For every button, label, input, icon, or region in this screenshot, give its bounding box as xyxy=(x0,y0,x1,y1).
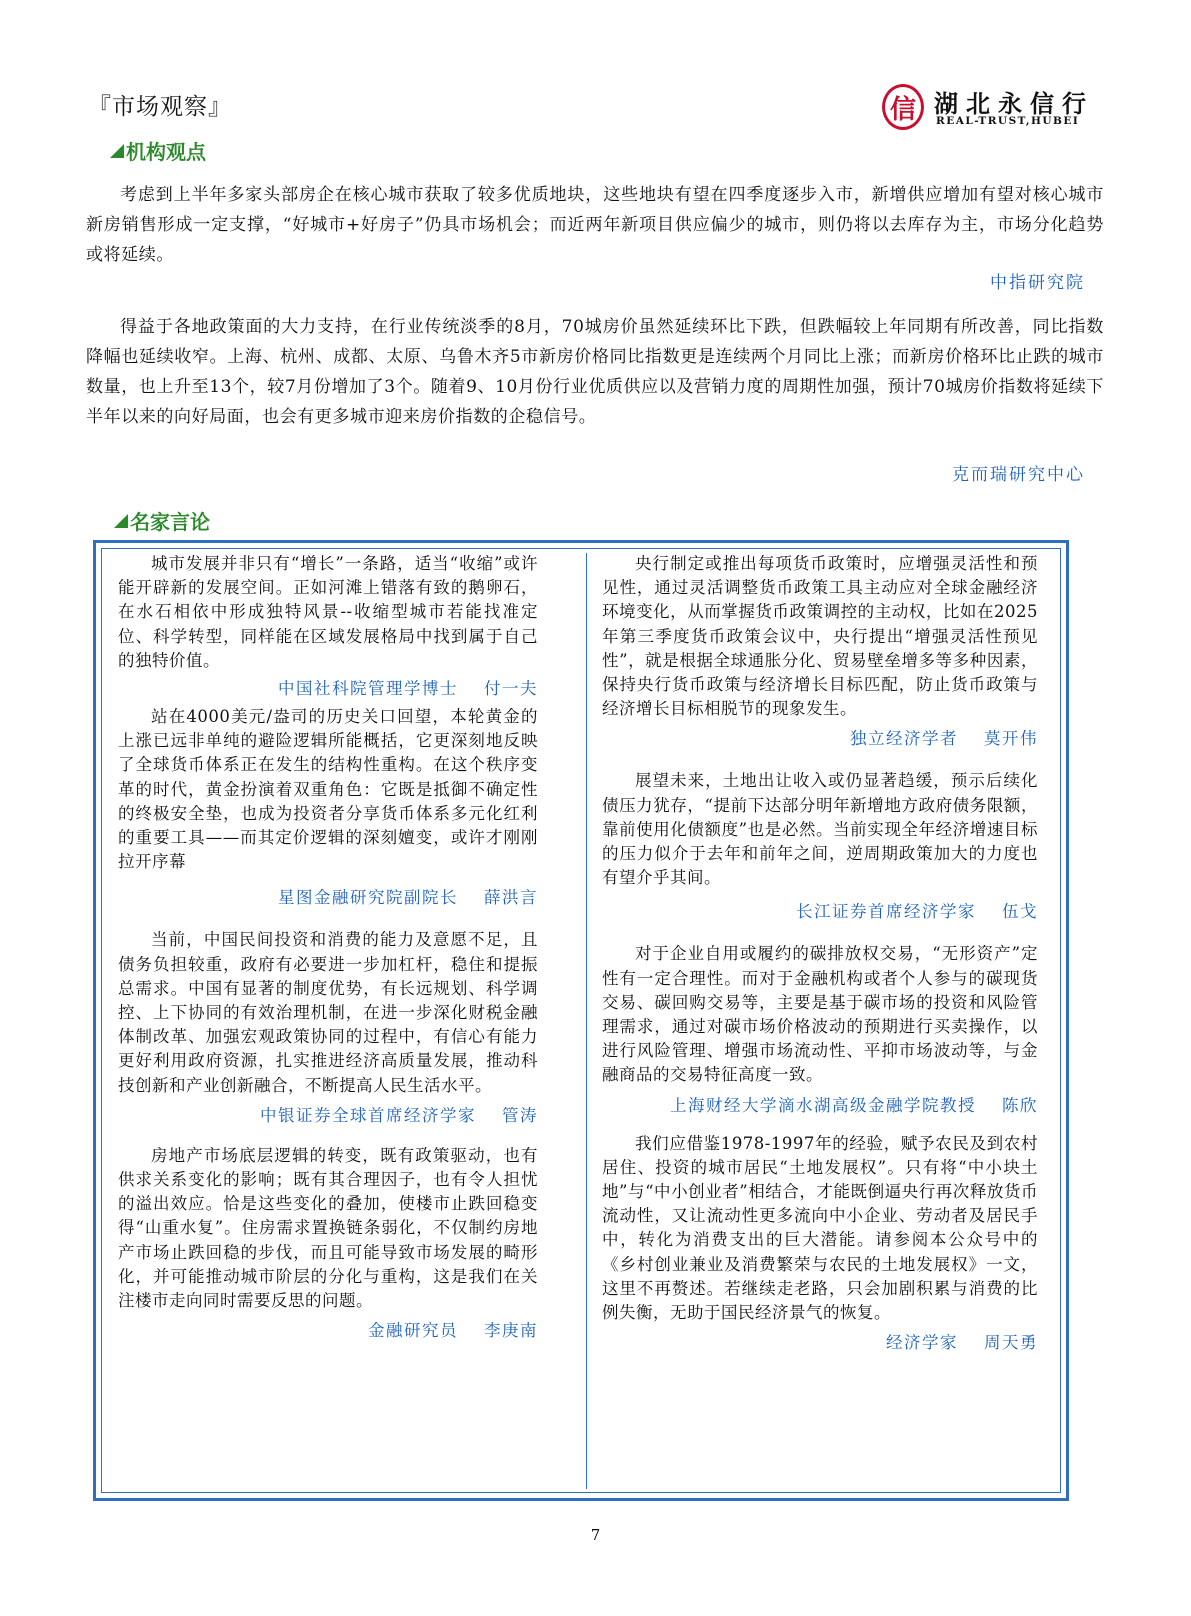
quotes-right-column xyxy=(602,552,1038,1355)
section-heading-text: 机构观点 xyxy=(126,140,206,164)
column-divider xyxy=(586,553,587,1489)
institution-paragraph: 得益于各地政策面的大力支持，在行业传统淡季的8月，70城房价虽然延续环比下跌，但跌幅较上年同期有所改善，同比指数降幅也延续收窄。上海、杭州、成都、太原、乌鲁木齐5市新房价格同比指数更是连续两个月同比上涨；而新房价格环比止跌的城市数量，也上升至13个，较7月份增加了3个。随着9、10月份行业优质供应以及营销力度的周期性加强，预计70城房价指数将延续下半年以来的向好局面，也会有更多城市迎来房价指数的企稳信号。 xyxy=(86,317,1104,427)
expert-name: 伍戈 xyxy=(1002,902,1038,922)
expert-quote: 央行制定或推出每项货币政策时，应增强灵活性和预见性，通过灵活调整货币政策工具主动应对全球金融经济环境变化，从而掌握货币政策调控的主动权，比如在2025年第三季度货币政策会议中，央行提出“增强灵活性预见性”，就是根据全球通胀分化、贸易壁垒增多等多种因素，保持央行货币政策与经济增长目标匹配，防止货币政策与经济增长目标相脱节的现象发生。 xyxy=(602,554,1038,719)
logo-chinese-name: 湖北永信行 xyxy=(934,90,1094,118)
expert-attribution xyxy=(118,677,538,701)
expert-quote: 站在4000美元/盎司的历史关口回望，本轮黄金的上涨已远非单纯的避险逻辑所能概括，它更深刻地反映了全球货币体系正在发生的结构性重构。在这个秩序变革的时代，黄金扮演着双重角色：它既是抵御不确定性的终极安全垫，也成为投资者分享货币体系多元化红利的重要工具——而其定价逻辑的深刻嬗变，或许才刚刚拉开序幕 xyxy=(118,707,538,872)
expert-quote: 房地产市场底层逻辑的转变，既有政策驱动，也有供求关系变化的影响；既有其合理因子，也有令人担忧的溢出效应。恰是这些变化的叠加，使楼市止跌回稳变得“山重水复”。住房需求置换链条弱化，不仅制约房地产市场止跌回稳的步伐，而且可能导致市场发展的畸形化，并可能推动城市阶层的分化与重构，这是我们在关注楼市走向同时需要反思的问题。 xyxy=(118,1145,538,1311)
expert-name: 莫开伟 xyxy=(984,729,1038,749)
expert-name: 管涛 xyxy=(502,1105,538,1125)
expert-org: 长江证券首席经济学家 xyxy=(796,902,976,922)
page-number: 7 xyxy=(590,1526,601,1544)
expert-quote: 对于企业自用或履约的碳排放权交易，“无形资产”定性有一定合理性。而对于金融机构或者个人参与的碳现货交易、碳回购交易等，主要是基于碳市场的投资和风险管理需求，通过对碳市场价格波动的预期进行买卖操作，以进行风险管理、增强市场流动性、平抑市场波动等，与金融商品的交易特征高度一致。 xyxy=(602,944,1038,1085)
triangle-bullet-icon xyxy=(114,514,128,528)
institution-source: 克而瑞研究中心 xyxy=(952,465,1085,485)
expert-attribution xyxy=(602,1094,1038,1118)
expert-quote: 我们应借鉴1978-1997年的经验，赋予农民及到农村居住、投资的城市居民“土地发展权”。只有将“中小块土地”与“中小创业者”相结合，才能既倒逼央行再次释放货币流动性，又让流动性更多流向中小企业、劳动者及居民手中，转化为消费支出的巨大潜能。请参阅本公众号中的《乡村创业兼业及消费繁荣与农民的土地发展权》一文，这里不再赘述。若继续走老路，只会加剧积累与消费的比例失衡，无助于国民经济景气的恢复。 xyxy=(602,1133,1038,1323)
quotes-left-column xyxy=(118,552,538,1343)
expert-name: 薛洪言 xyxy=(484,888,538,908)
expert-org: 中国社科院管理学博士 xyxy=(278,679,458,699)
institution-source: 中指研究院 xyxy=(990,273,1085,293)
section-heading-experts xyxy=(114,506,210,535)
expert-org: 金融研究员 xyxy=(368,1321,458,1341)
expert-attribution xyxy=(602,900,1038,924)
expert-attribution xyxy=(118,1319,538,1343)
company-logo xyxy=(882,84,1104,134)
page-header-title: 『市场观察』 xyxy=(88,94,232,120)
expert-org: 星图金融研究院副院长 xyxy=(278,888,458,908)
section-heading-text: 名家言论 xyxy=(130,510,210,534)
expert-attribution xyxy=(118,1104,538,1128)
expert-name: 李庚南 xyxy=(484,1321,538,1341)
logo-english-name: REAL-TRUST,HUBEI xyxy=(936,115,1080,127)
expert-quote: 城市发展并非只有“增长”一条路，适当“收缩”或许能开辟新的发展空间。正如河滩上错落有致的鹅卵石，在水石相依中形成独特风景--收缩型城市若能找准定位、科学转型，同样能在区域发展格局中找到属于自己的独特价值。 xyxy=(118,554,538,670)
expert-org: 独立经济学者 xyxy=(850,729,958,749)
expert-attribution xyxy=(118,886,538,910)
expert-org: 上海财经大学滴水湖高级金融学院教授 xyxy=(670,1095,976,1115)
institution-paragraph: 考虑到上半年多家头部房企在核心城市获取了较多优质地块，这些地块有望在四季度逐步入市，新增供应增加有望对核心城市新房销售形成一定支撑，“好城市+好房子”仍具市场机会；而近两年新项目供应偏少的城市，则仍将以去库存为主，市场分化趋势或将延续。 xyxy=(86,185,1104,265)
expert-name: 付一夫 xyxy=(484,679,538,699)
section-heading-institution xyxy=(110,136,206,165)
expert-name: 陈欣 xyxy=(1002,1095,1038,1115)
expert-attribution xyxy=(602,727,1038,751)
expert-quote: 当前，中国民间投资和消费的能力及意愿不足，且债务负担较重，政府有必要进一步加杠杆，稳住和提振总需求。中国有显著的制度优势，有长远规划、科学调控、上下协同的有效治理机制，在进一步深化财税金融体制改革、加强宏观政策协同的过程中，有信心有能力更好利用政府资源，扎实推进经济高质量发展，推动科技创新和产业创新融合，不断提高人民生活水平。 xyxy=(118,930,538,1095)
expert-org: 经济学家 xyxy=(886,1333,958,1353)
logo-seal-icon: 信 xyxy=(882,84,924,130)
expert-org: 中银证券全球首席经济学家 xyxy=(260,1105,476,1125)
expert-quote: 展望未来，土地出让收入或仍显著趋缓，预示后续化债压力犹存，“提前下达部分明年新增地方政府债务限额，靠前使用化债额度”也是必然。当前实现全年经济增速目标的压力似介于去年和前年之间，逆周期政策加大的力度也有望介乎其间。 xyxy=(602,771,1038,888)
expert-attribution xyxy=(602,1331,1038,1355)
expert-name: 周天勇 xyxy=(984,1333,1038,1353)
triangle-bullet-icon xyxy=(110,144,124,158)
